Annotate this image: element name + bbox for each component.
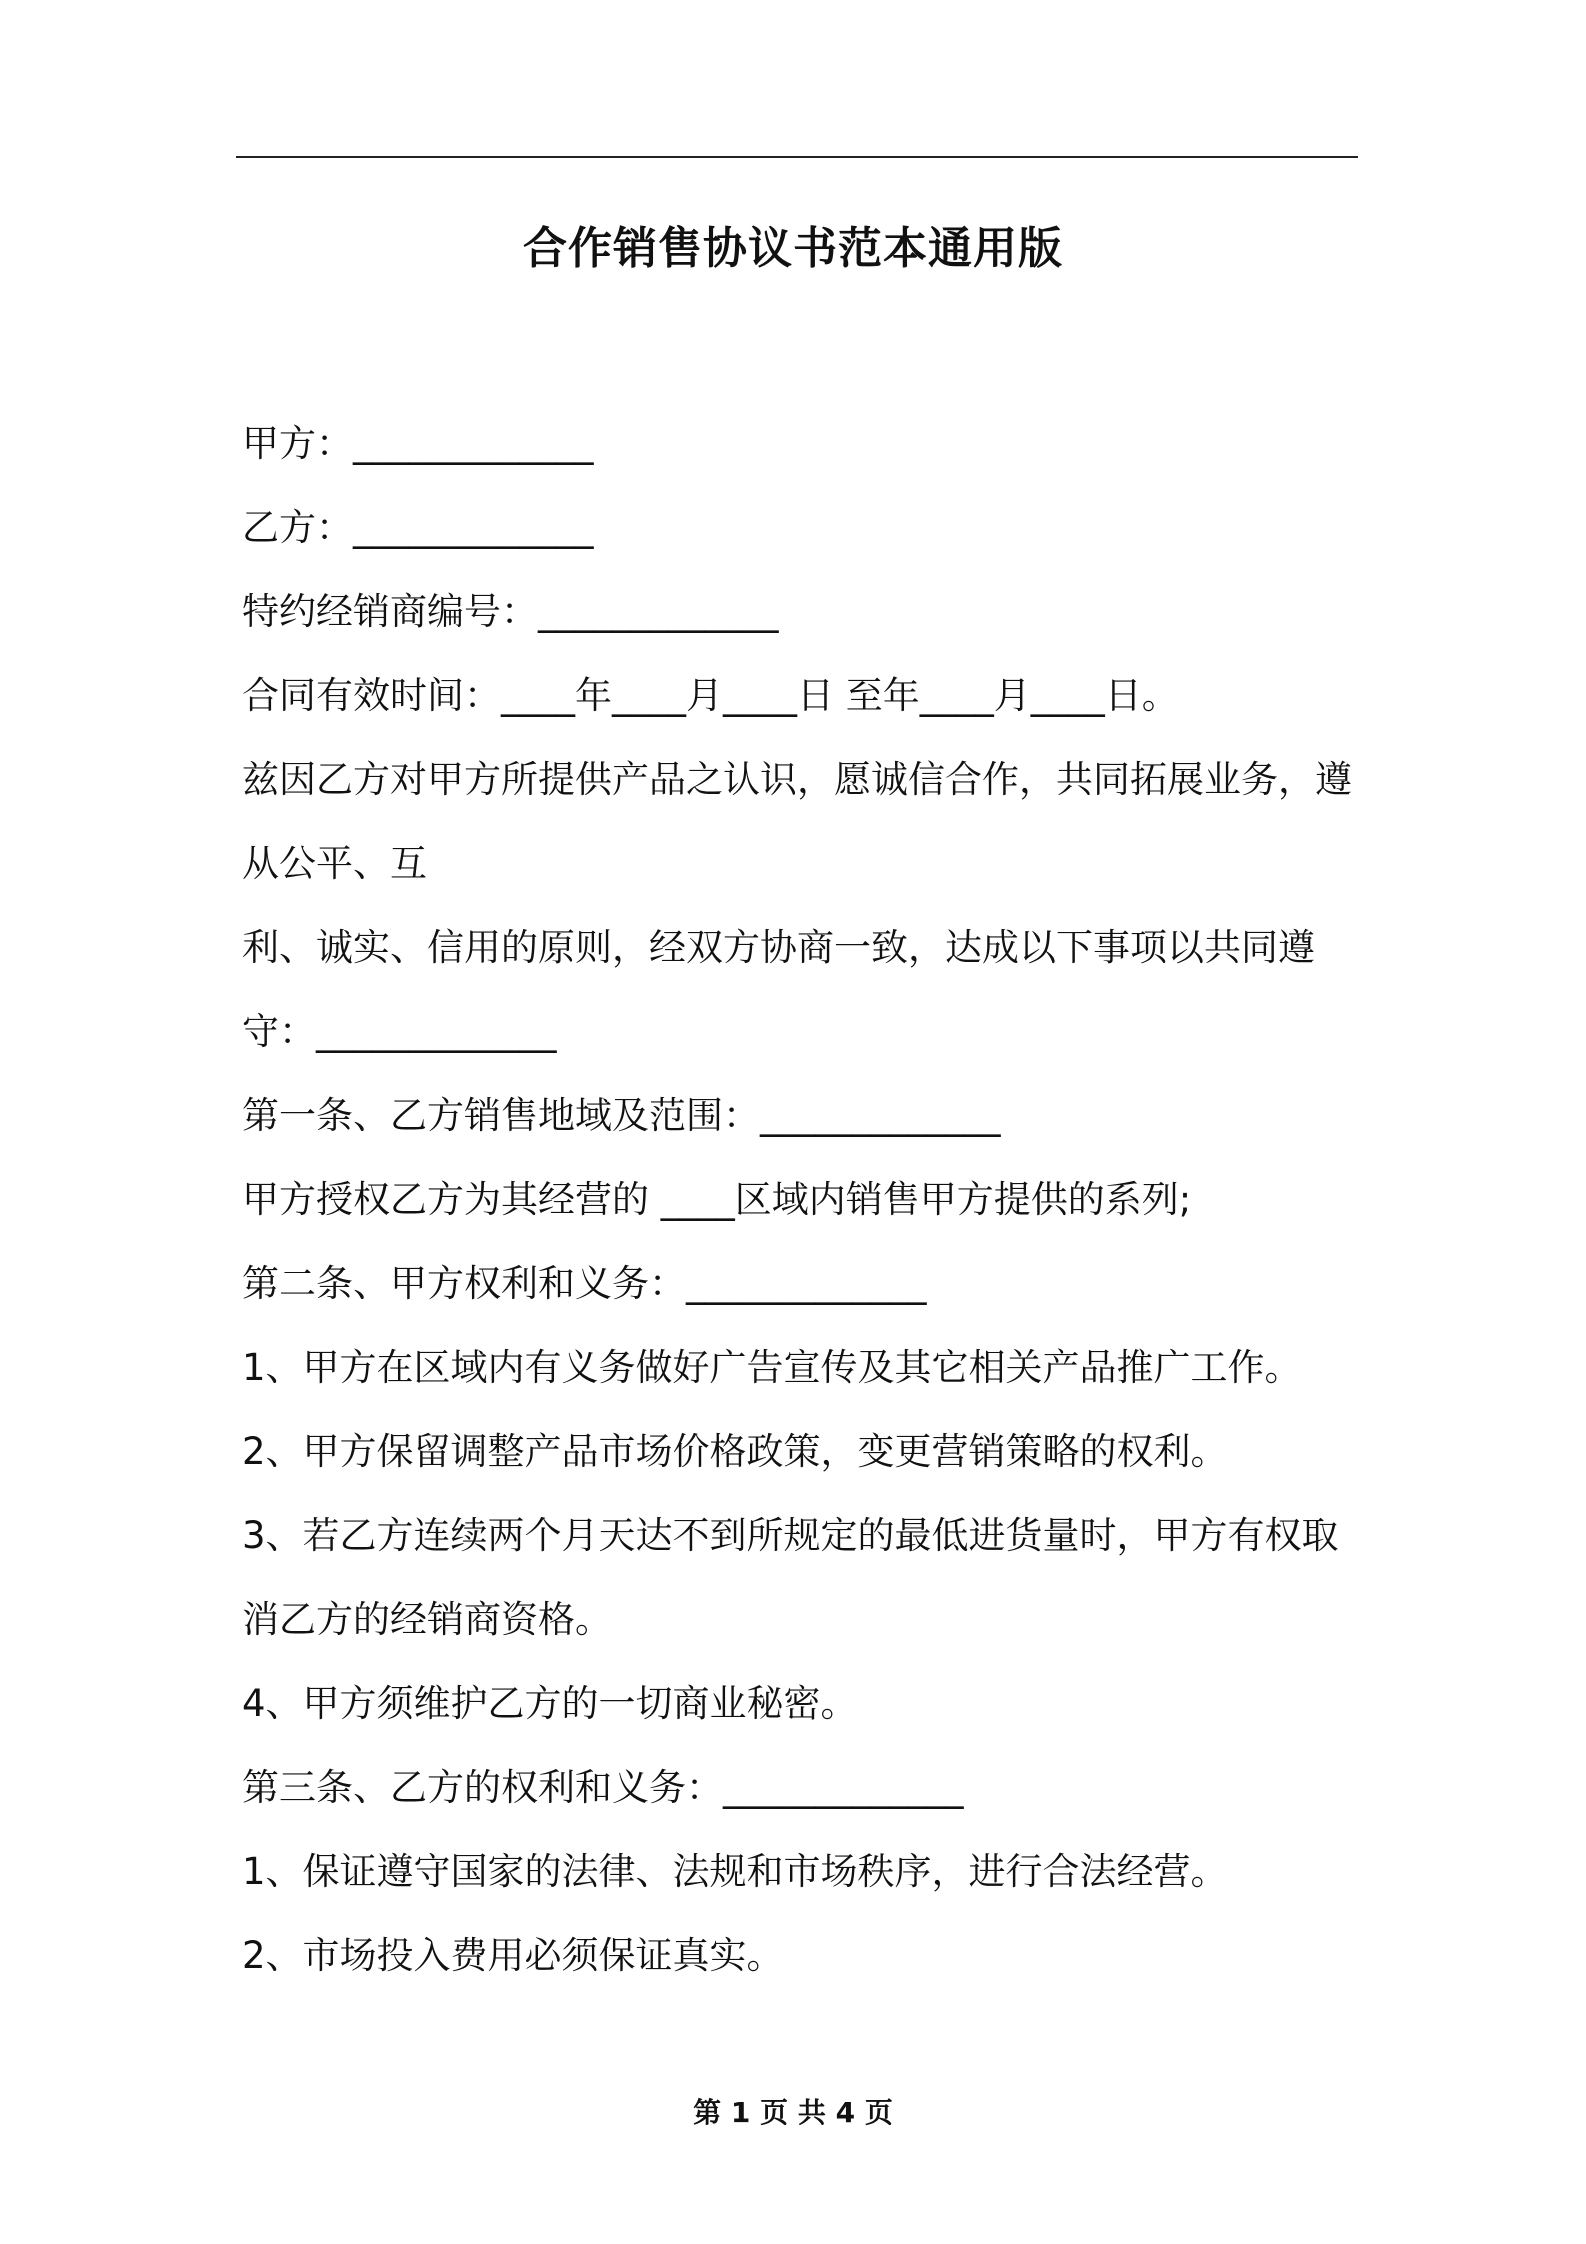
article-2-item-4: 4、甲方须维护乙方的一切商业秘密。 (242, 1682, 858, 1725)
article-2-item-3-cont: 消乙方的经销商资格。 (242, 1598, 612, 1641)
article-2-heading: 第二条、甲方权利和义务：_____________ (242, 1262, 927, 1305)
document-title: 合作销售协议书范本通用版 (523, 223, 1063, 274)
article-3-item-2: 2、市场投入费用必须保证真实。 (242, 1934, 784, 1977)
article-2-item-3: 3、若乙方连续两个月天达不到所规定的最低进货量时，甲方有权取 (242, 1514, 1339, 1557)
header-rule (236, 156, 1358, 158)
article-1-clause: 甲方授权乙方为其经营的 ____区域内销售甲方提供的系列; (242, 1178, 1192, 1221)
article-2-item-2: 2、甲方保留调整产品市场价格政策，变更营销策略的权利。 (242, 1430, 1228, 1473)
article-3-item-1: 1、保证遵守国家的法律、法规和市场秩序，进行合法经营。 (242, 1850, 1228, 1893)
party-b-line: 乙方：_____________ (242, 506, 594, 549)
document-body (242, 402, 1362, 1998)
party-a-line: 甲方：_____________ (242, 422, 594, 465)
preamble-line-1: 兹因乙方对甲方所提供产品之认识，愿诚信合作，共同拓展业务，遵 (242, 758, 1352, 801)
dealer-number-line: 特约经销商编号：_____________ (242, 590, 779, 633)
preamble-line-3: 利、诚实、信用的原则，经双方协商一致，达成以下事项以共同遵 (242, 926, 1315, 969)
article-1-heading: 第一条、乙方销售地域及范围：_____________ (242, 1094, 1001, 1137)
preamble-line-4: 守：_____________ (242, 1010, 557, 1053)
page-number-footer: 第 1 页 共 4 页 (693, 2096, 893, 2129)
contract-period-line: 合同有效时间：____年____月____日 至年____月____日。 (242, 674, 1179, 717)
preamble-line-2: 从公平、互 (242, 842, 427, 885)
article-3-heading: 第三条、乙方的权利和义务：_____________ (242, 1766, 964, 1809)
article-2-item-1: 1、甲方在区域内有义务做好广告宣传及其它相关产品推广工作。 (242, 1346, 1302, 1389)
